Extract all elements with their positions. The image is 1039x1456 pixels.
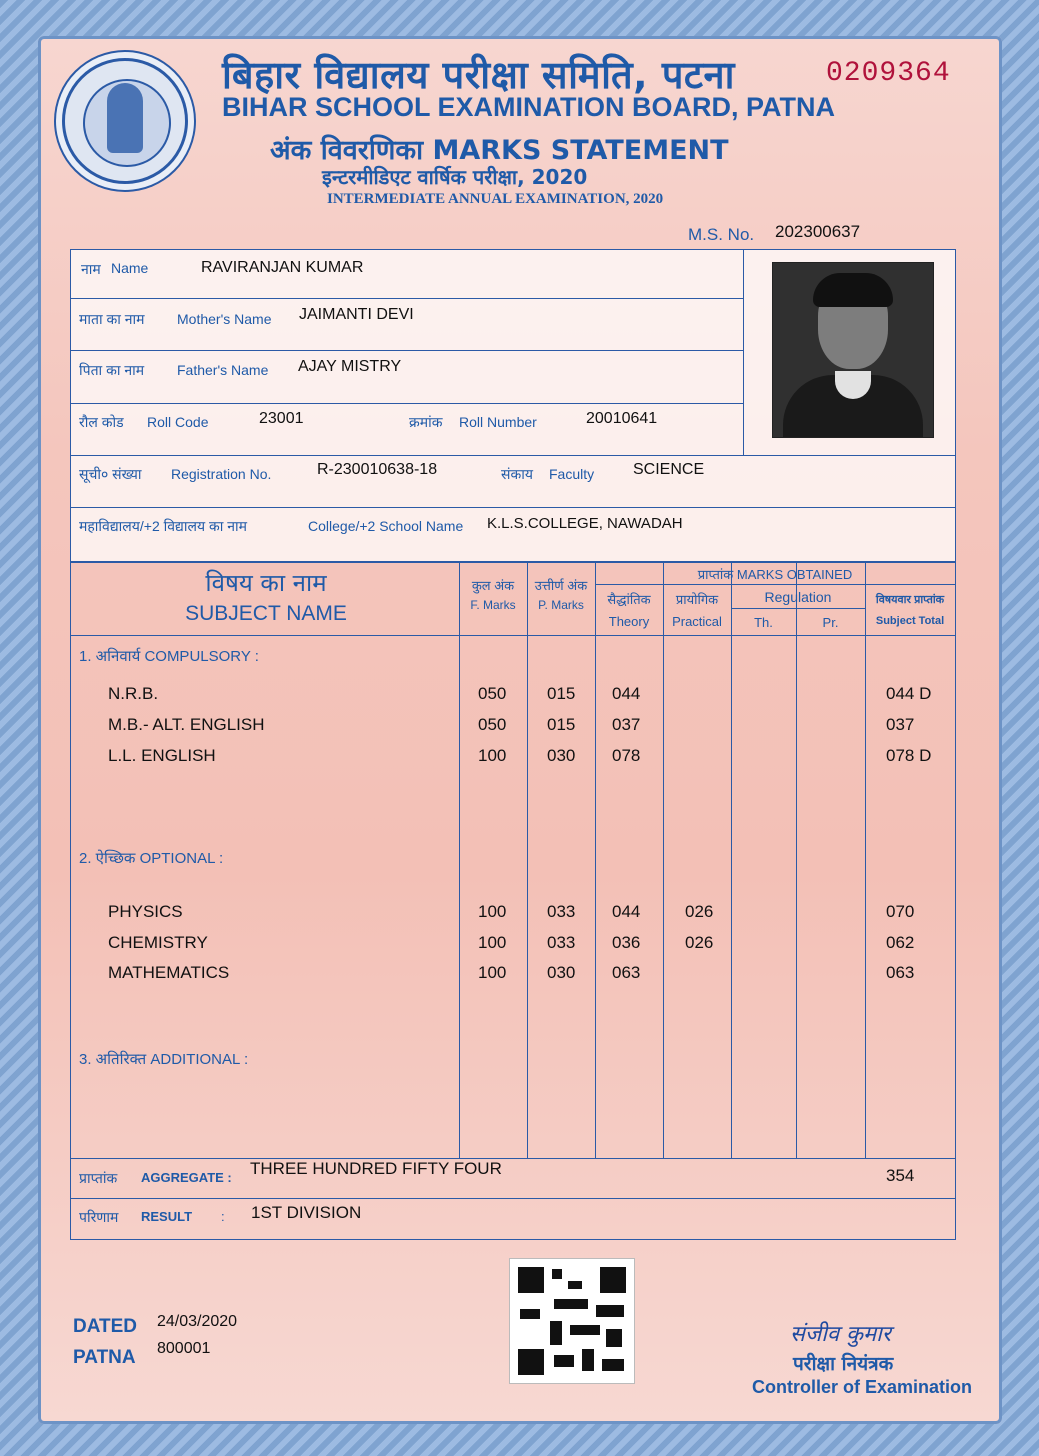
aggregate-label-en: AGGREGATE : bbox=[141, 1170, 232, 1185]
roll-number-label-hi: क्रमांक bbox=[409, 414, 443, 430]
theory-marks: 078 bbox=[612, 746, 641, 765]
theory-header-en: Theory bbox=[608, 614, 650, 629]
mother-label-en: Mother's Name bbox=[177, 311, 272, 327]
column-divider bbox=[663, 562, 664, 1158]
header-divider bbox=[731, 608, 865, 609]
father-name: AJAY MISTRY bbox=[298, 358, 402, 375]
full-marks: 100 bbox=[478, 902, 507, 921]
subject-total: 044 D bbox=[886, 684, 932, 703]
subject-total: 037 bbox=[886, 715, 915, 734]
pass-marks-header-en: P. Marks bbox=[538, 598, 584, 612]
optional-section-label: 2. ऐच्छिक OPTIONAL : bbox=[79, 850, 224, 867]
exam-title-english: INTERMEDIATE ANNUAL EXAMINATION, 2020 bbox=[327, 191, 664, 207]
roll-number: 20010641 bbox=[586, 410, 658, 427]
college-label-hi: महाविद्यालय/+2 विद्यालय का नाम bbox=[79, 518, 248, 534]
result-separator: : bbox=[221, 1209, 225, 1224]
practical-header-hi: प्रायोगिक bbox=[675, 592, 719, 607]
ms-number: 202300637 bbox=[775, 222, 861, 241]
column-divider bbox=[865, 562, 866, 1158]
column-divider bbox=[595, 562, 596, 1158]
board-title-english: BIHAR SCHOOL EXAMINATION BOARD, PATNA bbox=[222, 92, 835, 122]
full-marks: 050 bbox=[478, 684, 507, 703]
full-marks: 050 bbox=[478, 715, 507, 734]
column-divider bbox=[796, 562, 797, 1158]
roll-code-label-hi: रौल कोड bbox=[79, 414, 124, 430]
result-label-hi: परिणाम bbox=[79, 1209, 119, 1225]
pass-marks: 030 bbox=[547, 963, 576, 982]
practical-marks: 026 bbox=[685, 902, 714, 921]
subject-name: N.R.B. bbox=[108, 684, 159, 703]
subject-total: 070 bbox=[886, 902, 915, 921]
student-photo bbox=[772, 262, 934, 438]
issue-date: 24/03/2020 bbox=[157, 1313, 238, 1330]
registration-label-en: Registration No. bbox=[171, 466, 272, 482]
subject-name: PHYSICS bbox=[108, 902, 183, 921]
theory-header-hi: सैद्धांतिक bbox=[607, 592, 651, 607]
full-marks-header-en: F. Marks bbox=[470, 598, 516, 612]
pass-marks: 015 bbox=[547, 684, 576, 703]
place-label: PATNA bbox=[73, 1347, 136, 1368]
pass-marks: 033 bbox=[547, 902, 576, 921]
subject-header-en: SUBJECT NAME bbox=[185, 602, 347, 625]
divider bbox=[71, 403, 743, 404]
subject-name: MATHEMATICS bbox=[108, 963, 230, 982]
registration-number: R-230010638-18 bbox=[317, 461, 438, 478]
subject-total: 078 D bbox=[886, 746, 932, 765]
mother-name: JAIMANTI DEVI bbox=[299, 306, 414, 323]
ms-number-label: M.S. No. bbox=[688, 225, 755, 244]
practical-header-en: Practical bbox=[672, 614, 722, 629]
aggregate-in-words: THREE HUNDRED FIFTY FOUR bbox=[250, 1159, 502, 1178]
aggregate-total: 354 bbox=[886, 1166, 915, 1185]
subject-total: 063 bbox=[886, 963, 915, 982]
pass-marks: 033 bbox=[547, 933, 576, 952]
divider bbox=[71, 507, 955, 508]
header-divider bbox=[71, 635, 955, 636]
theory-marks: 063 bbox=[612, 963, 641, 982]
pass-marks-header-hi: उत्तीर्ण अंक bbox=[534, 578, 588, 593]
subject-name: M.B.- ALT. ENGLISH bbox=[108, 715, 265, 734]
aggregate-box bbox=[70, 1157, 956, 1240]
faculty-label-hi: संकाय bbox=[501, 466, 533, 482]
compulsory-section-label: 1. अनिवार्य COMPULSORY : bbox=[79, 648, 259, 665]
registration-label-hi: सूची० संख्या bbox=[79, 466, 142, 482]
regulation-theory-header: Th. bbox=[754, 615, 773, 630]
full-marks: 100 bbox=[478, 746, 507, 765]
divider bbox=[743, 250, 744, 455]
theory-marks: 036 bbox=[612, 933, 641, 952]
marks-statement-title: अंक विवरणिका MARKS STATEMENT bbox=[270, 135, 729, 166]
father-label-en: Father's Name bbox=[177, 362, 269, 378]
aggregate-label-hi: प्राप्तांक bbox=[79, 1170, 118, 1186]
practical-marks: 026 bbox=[685, 933, 714, 952]
student-name: RAVIRANJAN KUMAR bbox=[201, 259, 364, 276]
name-label-en: Name bbox=[111, 260, 149, 276]
marks-table bbox=[70, 561, 956, 1159]
faculty: SCIENCE bbox=[633, 461, 705, 478]
subject-total: 062 bbox=[886, 933, 915, 952]
subject-total-header-hi: विषयवार प्राप्तांक bbox=[875, 594, 945, 606]
divider bbox=[71, 455, 955, 456]
serial-number: 0209364 bbox=[826, 58, 951, 89]
father-label-hi: पिता का नाम bbox=[79, 362, 145, 378]
subject-name: L.L. ENGLISH bbox=[108, 746, 216, 765]
divider bbox=[71, 350, 743, 351]
controller-title-hindi: परीक्षा नियंत्रक bbox=[793, 1353, 894, 1375]
faculty-label-en: Faculty bbox=[549, 466, 595, 482]
column-divider bbox=[459, 562, 460, 1158]
subject-header-hi: विषय का नाम bbox=[205, 569, 327, 597]
college-label-en: College/+2 School Name bbox=[308, 518, 464, 534]
regulation-practical-header: Pr. bbox=[822, 615, 839, 630]
controller-title-english: Controller of Examination bbox=[752, 1377, 973, 1397]
regulation-header: Regulation bbox=[764, 589, 832, 605]
column-divider bbox=[731, 562, 732, 1158]
name-label-hi: नाम bbox=[81, 261, 101, 277]
mother-label-hi: माता का नाम bbox=[79, 311, 145, 327]
column-divider bbox=[527, 562, 528, 1158]
full-marks: 100 bbox=[478, 933, 507, 952]
pass-marks: 030 bbox=[547, 746, 576, 765]
board-title-hindi: बिहार विद्यालय परीक्षा समिति, पटना bbox=[222, 53, 735, 97]
result-label-en: RESULT bbox=[141, 1209, 193, 1224]
roll-number-label-en: Roll Number bbox=[459, 414, 537, 430]
pin-code: 800001 bbox=[157, 1340, 211, 1357]
controller-signature: संजीव कुमार bbox=[790, 1322, 891, 1347]
theory-marks: 044 bbox=[612, 684, 641, 703]
board-seal-logo bbox=[62, 58, 188, 184]
header-divider bbox=[595, 584, 955, 585]
roll-code-label-en: Roll Code bbox=[147, 414, 209, 430]
subject-total-header-en: Subject Total bbox=[875, 615, 945, 627]
full-marks: 100 bbox=[478, 963, 507, 982]
pass-marks: 015 bbox=[547, 715, 576, 734]
divider bbox=[71, 1198, 955, 1199]
divider bbox=[71, 298, 743, 299]
qr-code bbox=[509, 1258, 635, 1384]
subject-name: CHEMISTRY bbox=[108, 933, 208, 952]
exam-title-hindi: इन्टरमीडिएट वार्षिक परीक्षा, 2020 bbox=[322, 165, 588, 189]
theory-marks: 044 bbox=[612, 902, 641, 921]
marks-obtained-header: प्राप्तांक MARKS OBTAINED bbox=[697, 567, 853, 582]
full-marks-header-hi: कुल अंक bbox=[471, 578, 515, 593]
result-division: 1ST DIVISION bbox=[251, 1203, 362, 1222]
dated-label: DATED bbox=[73, 1316, 138, 1337]
additional-section-label: 3. अतिरिक्त ADDITIONAL : bbox=[79, 1051, 249, 1068]
theory-marks: 037 bbox=[612, 715, 641, 734]
college-name: K.L.S.COLLEGE, NAWADAH bbox=[487, 515, 683, 532]
roll-code: 23001 bbox=[259, 410, 304, 427]
